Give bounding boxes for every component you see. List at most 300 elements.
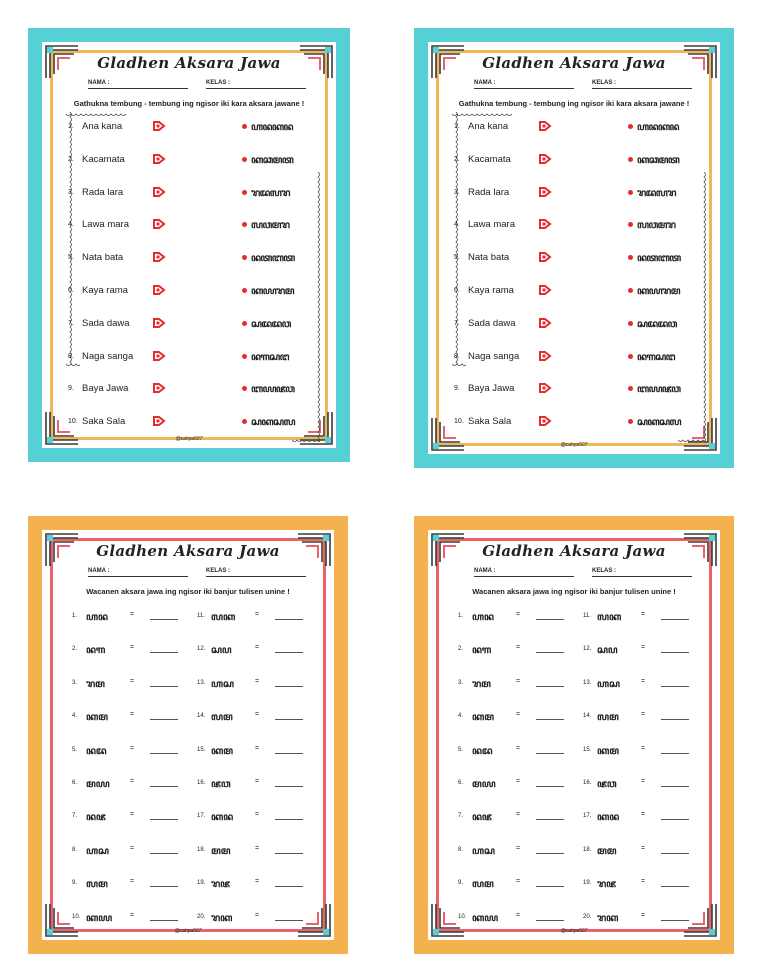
reading-item bbox=[458, 643, 573, 657]
equals-sign: = bbox=[641, 677, 646, 685]
latin-word: Kaya rama bbox=[468, 285, 514, 296]
match-dot[interactable] bbox=[628, 255, 633, 260]
kelas-label: KELAS : bbox=[206, 568, 230, 574]
javanese-word: ꦫꦗ bbox=[211, 879, 231, 891]
red-arrow-icon bbox=[538, 217, 552, 231]
answer-line[interactable] bbox=[275, 719, 303, 720]
item-number: 14. bbox=[197, 713, 206, 720]
item-number: 9. bbox=[72, 880, 78, 887]
match-dot[interactable] bbox=[628, 288, 633, 293]
latin-word: Rada lara bbox=[468, 186, 510, 198]
nama-field[interactable] bbox=[88, 576, 188, 577]
red-arrow-icon bbox=[538, 119, 552, 133]
javanese-word: ꦤꦗ bbox=[472, 812, 492, 824]
item-number: 18. bbox=[583, 846, 592, 853]
item-number: 12. bbox=[197, 646, 206, 653]
item-number: 16. bbox=[197, 780, 206, 786]
answer-line[interactable] bbox=[661, 819, 689, 820]
javanese-word: ꦩꦪ bbox=[86, 779, 110, 790]
page-title: Gladhen Aksara Jawa bbox=[482, 542, 666, 560]
name-class-row bbox=[460, 568, 690, 578]
match-row bbox=[68, 120, 316, 136]
javanese-word: ꦤꦠꦧꦠ bbox=[637, 253, 681, 265]
javanese-word: ꦏꦩ bbox=[597, 745, 619, 757]
item-number: 6. bbox=[68, 287, 74, 294]
item-number: 19. bbox=[583, 880, 592, 887]
javanese-word: ꦤꦒꦱꦔ bbox=[251, 351, 289, 363]
javanese-word: ꦤꦒ bbox=[472, 645, 492, 657]
match-dot[interactable] bbox=[242, 222, 247, 227]
match-dot[interactable] bbox=[242, 255, 247, 260]
match-dot[interactable] bbox=[628, 321, 633, 326]
latin-word: Lawa mara bbox=[82, 219, 129, 231]
worksheet-matching-2 bbox=[414, 28, 734, 468]
answer-line[interactable] bbox=[150, 819, 178, 820]
reading-item bbox=[72, 777, 187, 791]
match-row bbox=[454, 382, 700, 398]
match-row bbox=[454, 284, 700, 300]
javanese-word: ꦤꦠꦧꦠ bbox=[251, 253, 295, 265]
nama-field[interactable] bbox=[474, 576, 574, 577]
answer-line[interactable] bbox=[275, 920, 303, 921]
reading-item bbox=[583, 610, 698, 624]
match-dot[interactable] bbox=[242, 354, 247, 359]
nama-label: NAMA : bbox=[474, 568, 496, 574]
reading-item bbox=[72, 877, 187, 891]
equals-sign: = bbox=[130, 644, 135, 652]
page-title: Gladhen Aksara Jawa bbox=[97, 54, 281, 72]
item-number: 5. bbox=[454, 254, 460, 262]
match-dot[interactable] bbox=[242, 288, 247, 293]
kelas-field[interactable] bbox=[592, 576, 692, 577]
javanese-word: ꦫꦗ bbox=[597, 879, 617, 891]
inner-frame bbox=[50, 538, 326, 932]
item-number: 3. bbox=[454, 188, 460, 196]
match-dot[interactable] bbox=[628, 190, 633, 195]
javanese-word: ꦩꦩ bbox=[597, 845, 617, 857]
answer-line[interactable] bbox=[275, 686, 303, 687]
answer-line[interactable] bbox=[150, 920, 178, 921]
match-row bbox=[68, 350, 316, 366]
javanese-word: ꦤꦒ bbox=[86, 645, 106, 657]
equals-sign: = bbox=[255, 744, 260, 752]
equals-sign: = bbox=[516, 611, 521, 618]
javanese-word: ꦏꦪ bbox=[472, 912, 499, 924]
red-arrow-icon bbox=[152, 283, 166, 297]
item-number: 4. bbox=[458, 713, 464, 720]
answer-line[interactable] bbox=[150, 619, 178, 620]
item-number: 1. bbox=[72, 613, 78, 619]
item-number: 8. bbox=[72, 846, 78, 853]
item-number: 4. bbox=[454, 221, 460, 229]
reading-item bbox=[72, 911, 187, 925]
answer-line[interactable] bbox=[275, 786, 303, 787]
answer-line[interactable] bbox=[150, 853, 178, 854]
match-dot[interactable] bbox=[628, 386, 633, 391]
equals-sign: = bbox=[641, 811, 646, 819]
equals-sign: = bbox=[130, 878, 135, 886]
javanese-word: ꦲꦤꦏꦤ bbox=[637, 122, 679, 133]
red-arrow-icon bbox=[152, 381, 166, 395]
latin-word: Naga sanga bbox=[468, 350, 520, 362]
equals-sign: = bbox=[641, 844, 646, 852]
answer-line[interactable] bbox=[150, 686, 178, 687]
javanese-word: ꦲꦱ bbox=[597, 678, 620, 690]
reading-item bbox=[197, 677, 312, 691]
wavy-divider bbox=[452, 112, 512, 118]
javanese-word: ꦲꦱ bbox=[472, 845, 495, 857]
match-dot[interactable] bbox=[242, 321, 247, 326]
reading-item bbox=[583, 677, 698, 691]
answer-line[interactable] bbox=[661, 920, 689, 921]
reading-item bbox=[583, 744, 698, 758]
credit-text: @cahya507 bbox=[174, 928, 202, 934]
item-number: 2. bbox=[72, 646, 78, 653]
answer-line[interactable] bbox=[150, 753, 178, 754]
item-number: 10. bbox=[458, 913, 467, 920]
red-arrow-icon bbox=[152, 119, 166, 133]
reading-item bbox=[583, 911, 698, 925]
answer-line[interactable] bbox=[536, 819, 564, 820]
item-number: 7. bbox=[458, 813, 464, 820]
answer-line[interactable] bbox=[536, 686, 564, 687]
latin-word: Baya Jawa bbox=[82, 383, 129, 395]
credit-text: @cahya507 bbox=[175, 436, 203, 442]
equals-sign: = bbox=[255, 878, 260, 886]
equals-sign: = bbox=[130, 811, 135, 819]
equals-sign: = bbox=[130, 911, 135, 919]
answer-line[interactable] bbox=[275, 853, 303, 854]
match-dot[interactable] bbox=[628, 354, 633, 359]
match-dot[interactable] bbox=[628, 419, 633, 424]
match-dot[interactable] bbox=[242, 190, 247, 195]
item-number: 16. bbox=[583, 780, 592, 786]
nama-label: NAMA : bbox=[474, 80, 496, 86]
answer-line[interactable] bbox=[536, 886, 564, 887]
item-number: 9. bbox=[68, 385, 74, 393]
answer-line[interactable] bbox=[275, 886, 303, 887]
javanese-word: ꦧꦪꦗꦮ bbox=[637, 384, 681, 396]
answer-line[interactable] bbox=[536, 920, 564, 921]
equals-sign: = bbox=[130, 778, 135, 785]
worksheet-page bbox=[42, 42, 336, 448]
item-number: 4. bbox=[72, 713, 78, 720]
javanese-word: ꦫꦩ bbox=[86, 678, 105, 690]
javanese-word: ꦩꦪ bbox=[472, 779, 496, 790]
page-title: Gladhen Aksara Jawa bbox=[96, 542, 280, 560]
equals-sign: = bbox=[641, 711, 646, 719]
equals-sign: = bbox=[516, 677, 521, 685]
javanese-word: ꦱꦏꦱꦭ bbox=[251, 417, 295, 429]
red-arrow-icon bbox=[152, 349, 166, 363]
match-row bbox=[454, 153, 700, 169]
reading-item bbox=[458, 777, 573, 791]
item-number: 20. bbox=[583, 913, 592, 920]
javanese-word: ꦭꦮꦩꦫ bbox=[637, 220, 676, 232]
worksheet-page bbox=[428, 42, 720, 454]
item-number: 5. bbox=[458, 746, 464, 753]
reading-item bbox=[583, 810, 698, 824]
answer-line[interactable] bbox=[536, 619, 564, 620]
item-number: 17. bbox=[583, 813, 592, 820]
instruction-text: Gathukna tembung - tembung ing ngisor iki kara aksara jawane ! bbox=[73, 99, 305, 108]
instruction-text: Gathukna tembung - tembung ing ngisor iki kara aksara jawane ! bbox=[458, 99, 690, 108]
latin-word: Kaya rama bbox=[82, 285, 128, 296]
answer-line[interactable] bbox=[661, 652, 689, 653]
equals-sign: = bbox=[255, 644, 260, 652]
equals-sign: = bbox=[130, 744, 135, 752]
item-number: 3. bbox=[68, 188, 74, 196]
answer-line[interactable] bbox=[150, 786, 178, 787]
equals-sign: = bbox=[130, 711, 135, 719]
kelas-field[interactable] bbox=[206, 88, 306, 89]
answer-line[interactable] bbox=[661, 786, 689, 787]
javanese-word: ꦩꦩ bbox=[211, 845, 231, 857]
javanese-word: ꦲꦱ bbox=[211, 678, 234, 690]
javanese-word: ꦗꦮ bbox=[211, 779, 231, 790]
match-dot[interactable] bbox=[242, 419, 247, 424]
inner-frame bbox=[436, 538, 712, 932]
nama-label: NAMA : bbox=[88, 80, 110, 86]
latin-word: Ana kana bbox=[468, 121, 509, 132]
item-number: 2. bbox=[458, 646, 464, 653]
match-row bbox=[68, 186, 316, 202]
match-row bbox=[454, 120, 700, 136]
answer-line[interactable] bbox=[150, 719, 178, 720]
item-number: 15. bbox=[583, 746, 592, 753]
latin-word: Saka Sala bbox=[468, 416, 512, 428]
answer-line[interactable] bbox=[661, 886, 689, 887]
answer-line[interactable] bbox=[661, 619, 689, 620]
item-number: 1. bbox=[458, 613, 464, 619]
javanese-word: ꦭꦏ bbox=[597, 612, 622, 623]
reading-item bbox=[583, 710, 698, 724]
item-number: 6. bbox=[458, 780, 464, 786]
equals-sign: = bbox=[255, 911, 260, 919]
equals-sign: = bbox=[255, 611, 260, 618]
instruction-text: Wacanen aksara jawa ing ngisor iki banjur tulisen unine ! bbox=[86, 587, 290, 596]
page-title: Gladhen Aksara Jawa bbox=[482, 54, 666, 72]
javanese-word: ꦫꦏ bbox=[597, 912, 619, 924]
reading-item bbox=[72, 710, 187, 724]
item-number: 14. bbox=[583, 713, 592, 720]
item-number: 7. bbox=[68, 319, 74, 327]
match-dot[interactable] bbox=[242, 157, 247, 162]
item-number: 17. bbox=[197, 813, 206, 820]
javanese-word: ꦭꦩ bbox=[86, 879, 108, 891]
match-row bbox=[454, 251, 700, 267]
red-arrow-icon bbox=[538, 414, 552, 428]
nama-field[interactable] bbox=[88, 88, 188, 89]
instruction-text: Wacanen aksara jawa ing ngisor iki banjur tulisen unine ! bbox=[472, 587, 676, 596]
javanese-word: ꦏꦕꦩꦠ bbox=[251, 154, 294, 166]
answer-line[interactable] bbox=[536, 786, 564, 787]
reading-item bbox=[458, 911, 573, 925]
latin-word: Rada lara bbox=[82, 186, 124, 198]
javanese-word: ꦏꦪꦫꦩ bbox=[251, 286, 294, 297]
javanese-word: ꦤꦢ bbox=[472, 745, 493, 757]
item-number: 9. bbox=[458, 880, 464, 887]
equals-sign: = bbox=[130, 844, 135, 852]
javanese-word: ꦱꦢꦢꦮ bbox=[251, 318, 291, 330]
reading-item bbox=[583, 777, 698, 791]
red-arrow-icon bbox=[152, 316, 166, 330]
answer-line[interactable] bbox=[275, 652, 303, 653]
answer-line[interactable] bbox=[661, 853, 689, 854]
equals-sign: = bbox=[641, 611, 646, 618]
answer-line[interactable] bbox=[661, 719, 689, 720]
javanese-word: ꦭꦩ bbox=[472, 879, 494, 891]
item-number: 7. bbox=[454, 319, 460, 327]
javanese-word: ꦏꦕꦩꦠ bbox=[637, 154, 680, 166]
item-number: 1. bbox=[454, 123, 460, 130]
javanese-word: ꦏꦤ bbox=[597, 812, 620, 824]
nama-label: NAMA : bbox=[88, 568, 110, 574]
red-arrow-icon bbox=[538, 381, 552, 395]
reading-item bbox=[458, 710, 573, 724]
item-number: 3. bbox=[72, 679, 78, 686]
item-number: 10. bbox=[454, 418, 464, 426]
reading-item bbox=[458, 844, 573, 858]
name-class-row bbox=[460, 80, 690, 90]
reading-item bbox=[197, 911, 312, 925]
worksheet-reading-1 bbox=[28, 516, 348, 954]
javanese-word: ꦏꦪꦫꦩ bbox=[637, 286, 680, 297]
nama-field[interactable] bbox=[474, 88, 574, 89]
javanese-word: ꦫꦢꦭꦫ bbox=[251, 187, 290, 199]
latin-word: Sada dawa bbox=[468, 317, 516, 329]
item-number: 19. bbox=[197, 880, 206, 887]
match-row bbox=[68, 415, 316, 431]
red-arrow-icon bbox=[152, 152, 166, 166]
answer-line[interactable] bbox=[536, 753, 564, 754]
match-dot[interactable] bbox=[628, 157, 633, 162]
javanese-word: ꦭꦏ bbox=[211, 612, 236, 623]
item-number: 10. bbox=[72, 913, 81, 920]
match-row bbox=[454, 415, 700, 431]
kelas-label: KELAS : bbox=[206, 80, 230, 86]
credit-text: @cahya507 bbox=[560, 442, 588, 448]
red-arrow-icon bbox=[538, 185, 552, 199]
match-row bbox=[454, 218, 700, 234]
answer-line[interactable] bbox=[661, 753, 689, 754]
javanese-word: ꦱꦢꦢꦮ bbox=[637, 318, 677, 330]
item-number: 8. bbox=[458, 846, 464, 853]
answer-line[interactable] bbox=[275, 753, 303, 754]
reading-item bbox=[197, 844, 312, 858]
javanese-word: ꦲꦤ bbox=[472, 612, 494, 623]
equals-sign: = bbox=[641, 778, 646, 785]
reading-item bbox=[72, 677, 187, 691]
red-arrow-icon bbox=[538, 316, 552, 330]
reading-item bbox=[458, 610, 573, 624]
javanese-word: ꦱꦥ bbox=[597, 645, 618, 657]
javanese-word: ꦏꦩ bbox=[86, 712, 108, 724]
item-number: 11. bbox=[583, 613, 591, 619]
item-number: 6. bbox=[72, 780, 78, 786]
latin-word: Lawa mara bbox=[468, 219, 515, 231]
red-arrow-icon bbox=[152, 250, 166, 264]
javanese-word: ꦲꦤꦏꦤ bbox=[251, 122, 293, 133]
answer-line[interactable] bbox=[536, 853, 564, 854]
kelas-field[interactable] bbox=[592, 88, 692, 89]
equals-sign: = bbox=[516, 811, 521, 819]
answer-line[interactable] bbox=[661, 686, 689, 687]
reading-item bbox=[583, 877, 698, 891]
red-arrow-icon bbox=[152, 217, 166, 231]
worksheet-page bbox=[428, 530, 720, 940]
wavy-divider bbox=[316, 172, 322, 442]
match-dot[interactable] bbox=[628, 222, 633, 227]
item-number: 1. bbox=[68, 123, 74, 130]
reading-item bbox=[72, 810, 187, 824]
equals-sign: = bbox=[130, 677, 135, 685]
javanese-word: ꦲꦱ bbox=[86, 845, 109, 857]
equals-sign: = bbox=[641, 744, 646, 752]
javanese-word: ꦭꦩ bbox=[597, 712, 619, 724]
javanese-word: ꦏꦩ bbox=[211, 745, 233, 757]
worksheet-reading-2 bbox=[414, 516, 734, 954]
javanese-word: ꦱꦏꦱꦭ bbox=[637, 417, 681, 429]
javanese-word: ꦤꦗ bbox=[86, 812, 106, 824]
javanese-word: ꦗꦮ bbox=[597, 779, 617, 790]
item-number: 12. bbox=[583, 646, 592, 653]
item-number: 20. bbox=[197, 913, 206, 920]
latin-word: Ana kana bbox=[82, 121, 123, 132]
reading-item bbox=[458, 877, 573, 891]
match-dot[interactable] bbox=[242, 124, 247, 129]
answer-line[interactable] bbox=[275, 819, 303, 820]
javanese-word: ꦭꦮꦩꦫ bbox=[251, 220, 290, 232]
latin-word: Kacamata bbox=[468, 153, 511, 165]
answer-line[interactable] bbox=[150, 886, 178, 887]
latin-word: Kacamata bbox=[82, 153, 125, 165]
kelas-label: KELAS : bbox=[592, 568, 616, 574]
reading-item bbox=[72, 844, 187, 858]
match-row bbox=[454, 350, 700, 366]
latin-word: Naga sanga bbox=[82, 350, 134, 362]
item-number: 13. bbox=[197, 679, 206, 686]
reading-item bbox=[197, 710, 312, 724]
reading-item bbox=[72, 643, 187, 657]
javanese-word: ꦤꦒꦱꦔ bbox=[637, 351, 675, 363]
match-dot[interactable] bbox=[242, 386, 247, 391]
reading-item bbox=[197, 877, 312, 891]
reading-item bbox=[72, 610, 187, 624]
equals-sign: = bbox=[255, 778, 260, 785]
javanese-word: ꦏꦩ bbox=[472, 712, 494, 724]
reading-item bbox=[197, 610, 312, 624]
kelas-field[interactable] bbox=[206, 576, 306, 577]
match-row bbox=[68, 284, 316, 300]
equals-sign: = bbox=[516, 644, 521, 652]
equals-sign: = bbox=[255, 811, 260, 819]
javanese-word: ꦫꦩ bbox=[472, 678, 491, 690]
match-dot[interactable] bbox=[628, 124, 633, 129]
latin-word: Sada dawa bbox=[82, 317, 130, 329]
answer-line[interactable] bbox=[536, 719, 564, 720]
javanese-word: ꦤꦢ bbox=[86, 745, 107, 757]
javanese-word: ꦏꦤ bbox=[211, 812, 234, 824]
item-number: 18. bbox=[197, 846, 206, 853]
equals-sign: = bbox=[641, 878, 646, 886]
answer-line[interactable] bbox=[275, 619, 303, 620]
answer-line[interactable] bbox=[536, 652, 564, 653]
javanese-word: ꦧꦪꦗꦮ bbox=[251, 384, 295, 396]
match-row bbox=[68, 382, 316, 398]
javanese-word: ꦱꦥ bbox=[211, 645, 232, 657]
answer-line[interactable] bbox=[150, 652, 178, 653]
